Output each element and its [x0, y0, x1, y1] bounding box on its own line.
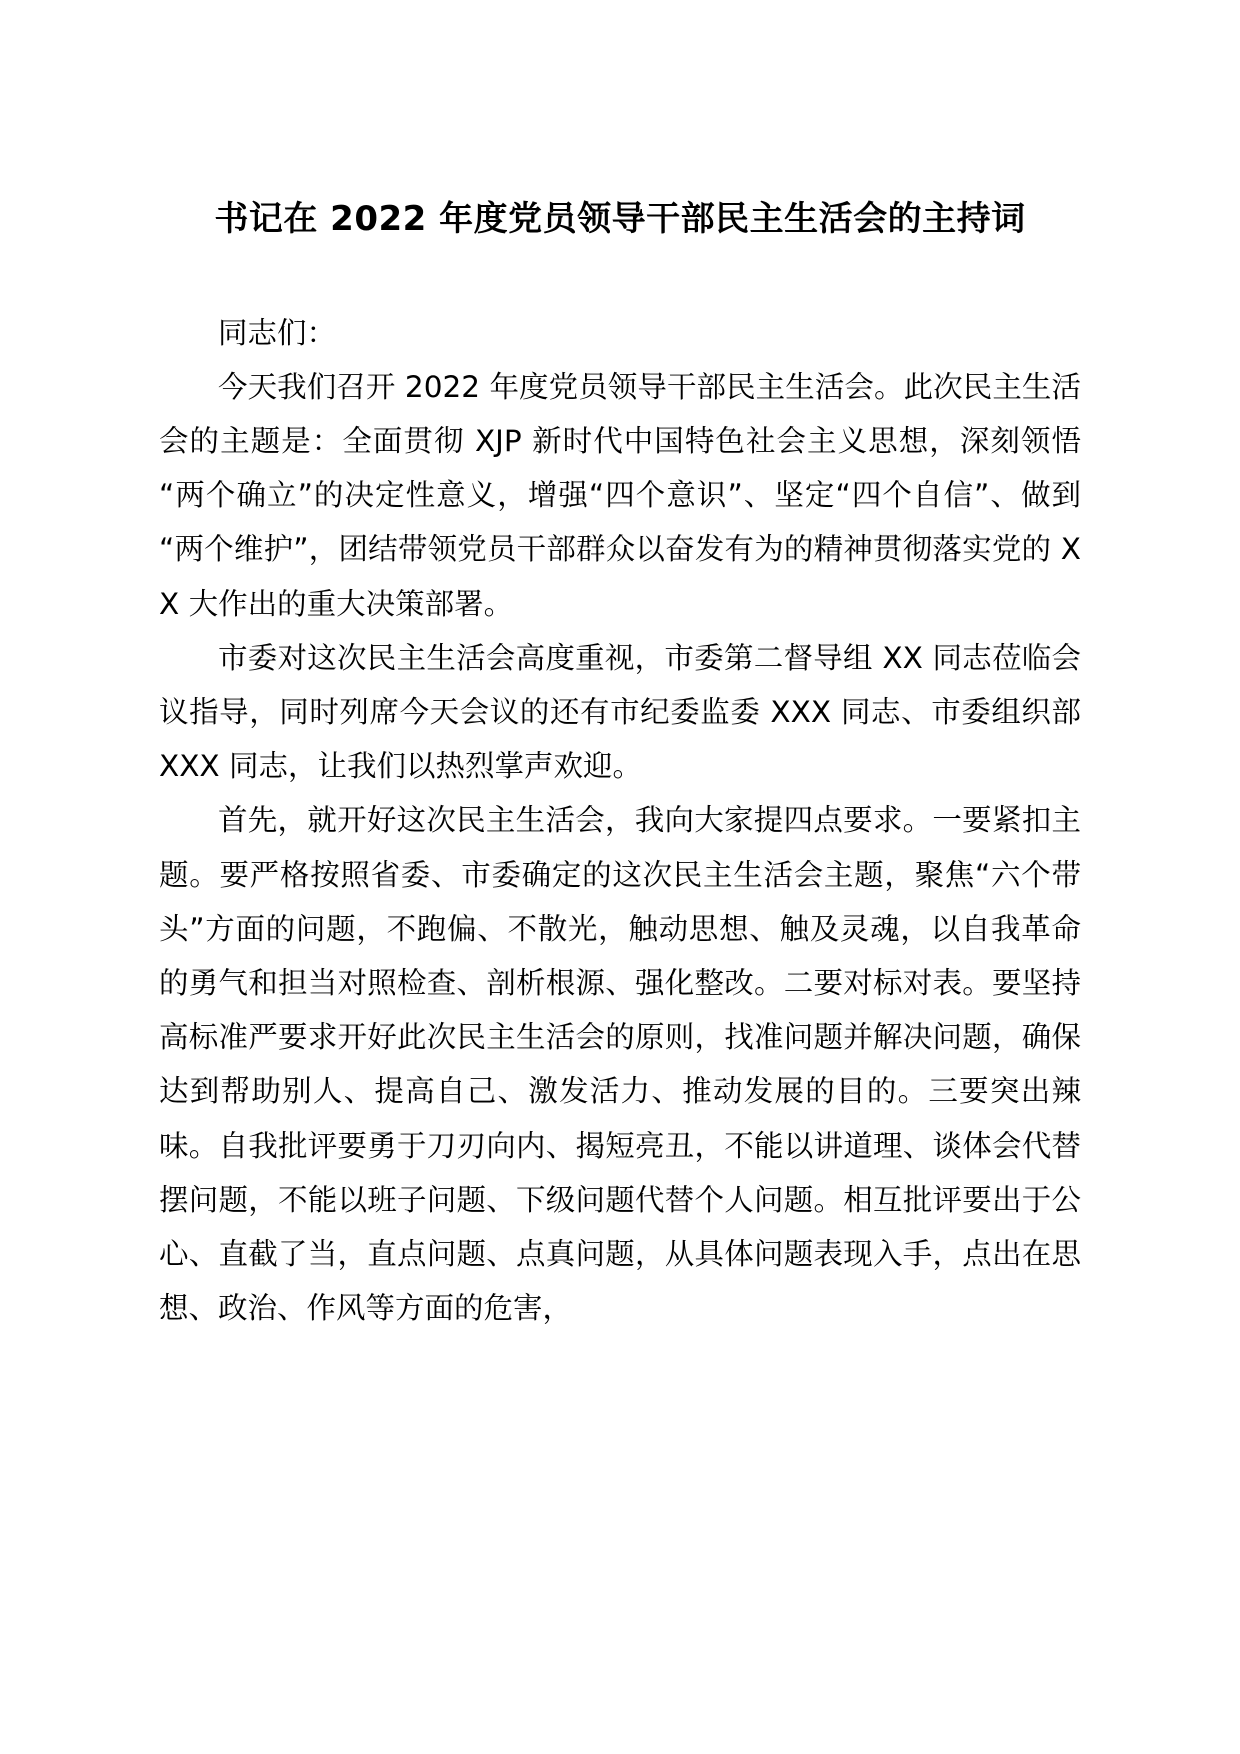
paragraph-2: 市委对这次民主生活会高度重视，市委第二督导组 XX 同志莅临会议指导，同时列席今天会议的还有市纪委监委 XXX 同志、市委组织部 XXX 同志，让我们以热烈掌声欢迎。 [159, 640, 1081, 784]
paragraph-3: 首先，就开好这次民主生活会，我向大家提四点要求。一要紧扣主题。要严格按照省委、市委确定的这次民主生活会主题，聚焦“六个带头”方面的问题，不跑偏、不散光，触动思想、触及灵魂，以自我革命的勇气和担当对照检查、剖析根源、强化整改。二要对标对表。要坚持高标准严要求开好此次民主生活会的原则，找准问题并解决问题，确保达到帮助别人、提高自己、激发活力、推动发展的目的。三要突出辣味。自我批评要勇于刀刃向内、揭短亮丑，不能以讲道理、谈体会代替摆问题，不能以班子问题、下级问题代替个人问题。相互批评要出于公心、直截了当，直点问题、点真问题，从具体问题表现入手，点出在思想、政治、作风等方面的危害， [159, 803, 1081, 1326]
paragraph-1: 今天我们召开 2022 年度党员领导干部民主生活会。此次民主生活会的主题是：全面贯彻 XJP 新时代中国特色社会主义思想，深刻领悟“两个确立”的决定性意义，增强“四个意识”、坚定“四个自信”、做到“两个维护”，团结带领党员干部群众以奋发有为的精神贯彻落实党的 XX 大作出的重大决策部署。 [159, 369, 1081, 621]
document-content [159, 0, 1081, 1335]
document-body [159, 306, 1081, 1336]
page-title: 书记在 2022 年度党员领导干部民主生活会的主持词 [214, 199, 1026, 239]
salutation: 同志们： [218, 315, 337, 350]
